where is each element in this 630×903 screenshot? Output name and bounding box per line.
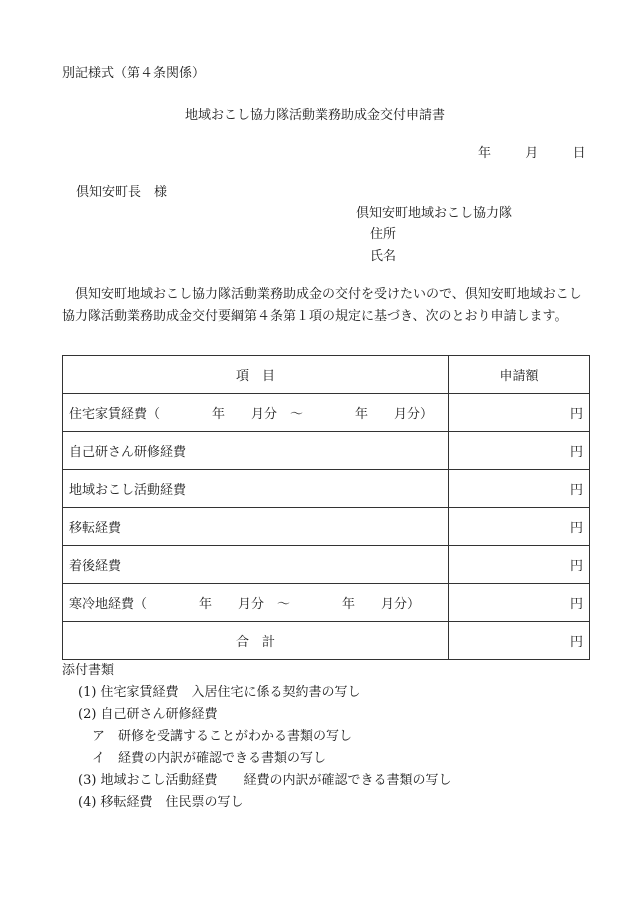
attachment-item: (4) 移転経費 住民票の写し (78, 795, 244, 810)
header-amount: 申請額 (449, 356, 590, 394)
table-row (63, 508, 590, 546)
attachments-heading: 添付書類 (62, 663, 115, 678)
total-label: 合 計 (63, 622, 449, 660)
row-amount-unit: 円 (449, 546, 590, 584)
table-row (63, 584, 590, 622)
form-label: 別記様式（第４条関係） (62, 66, 206, 81)
table-row (63, 470, 590, 508)
table-row (63, 432, 590, 470)
row-label: 寒冷地経費（ 年 月分 ～ 年 月分） (63, 584, 449, 622)
row-amount-unit: 円 (449, 394, 590, 432)
total-amount-unit: 円 (449, 622, 590, 660)
applicant-org: 倶知安町地域おこし協力隊 (356, 206, 513, 221)
date-line (478, 142, 586, 161)
row-amount-unit: 円 (449, 584, 590, 622)
row-label: 移転経費 (63, 508, 449, 546)
attachment-item: (2) 自己研さん研修経費 (78, 707, 218, 722)
table-header-row (63, 356, 590, 394)
row-label: 着後経費 (63, 546, 449, 584)
row-label: 自己研さん研修経費 (63, 432, 449, 470)
date-day-label: 日 (572, 146, 586, 161)
header-item: 項 目 (63, 356, 449, 394)
row-amount-unit: 円 (449, 432, 590, 470)
table-total-row (63, 622, 590, 660)
row-label: 地域おこし活動経費 (63, 470, 449, 508)
addressee: 倶知安町長 様 (76, 185, 168, 200)
row-amount-unit: 円 (449, 470, 590, 508)
row-label: 住宅家賃経費（ 年 月分 ～ 年 月分） (63, 394, 449, 432)
attachment-subitem: ア 研修を受講することがわかる書類の写し (92, 729, 353, 744)
applicant-address-label: 住所 (370, 227, 397, 242)
date-month-label: 月 (525, 146, 539, 161)
body-text: 倶知安町地域おこし協力隊活動業務助成金の交付を受けたいので、倶知安町地域おこし協力隊活動業務助成金交付要綱第４条第１項の規定に基づき、次のとおり申請します。 (62, 287, 582, 324)
date-year-label: 年 (478, 146, 492, 161)
attachment-subitem: イ 経費の内訳が確認できる書類の写し (92, 751, 327, 766)
expense-table (62, 355, 590, 660)
row-amount-unit: 円 (449, 508, 590, 546)
applicant-name-label: 氏名 (370, 249, 397, 264)
table-row (63, 546, 590, 584)
attachment-item: (1) 住宅家賃経費 入居住宅に係る契約書の写し (78, 685, 361, 700)
document-title: 地域おこし協力隊活動業務助成金交付申請書 (184, 108, 445, 123)
attachment-item: (3) 地域おこし活動経費 経費の内訳が確認できる書類の写し (78, 773, 452, 788)
table-row (63, 394, 590, 432)
